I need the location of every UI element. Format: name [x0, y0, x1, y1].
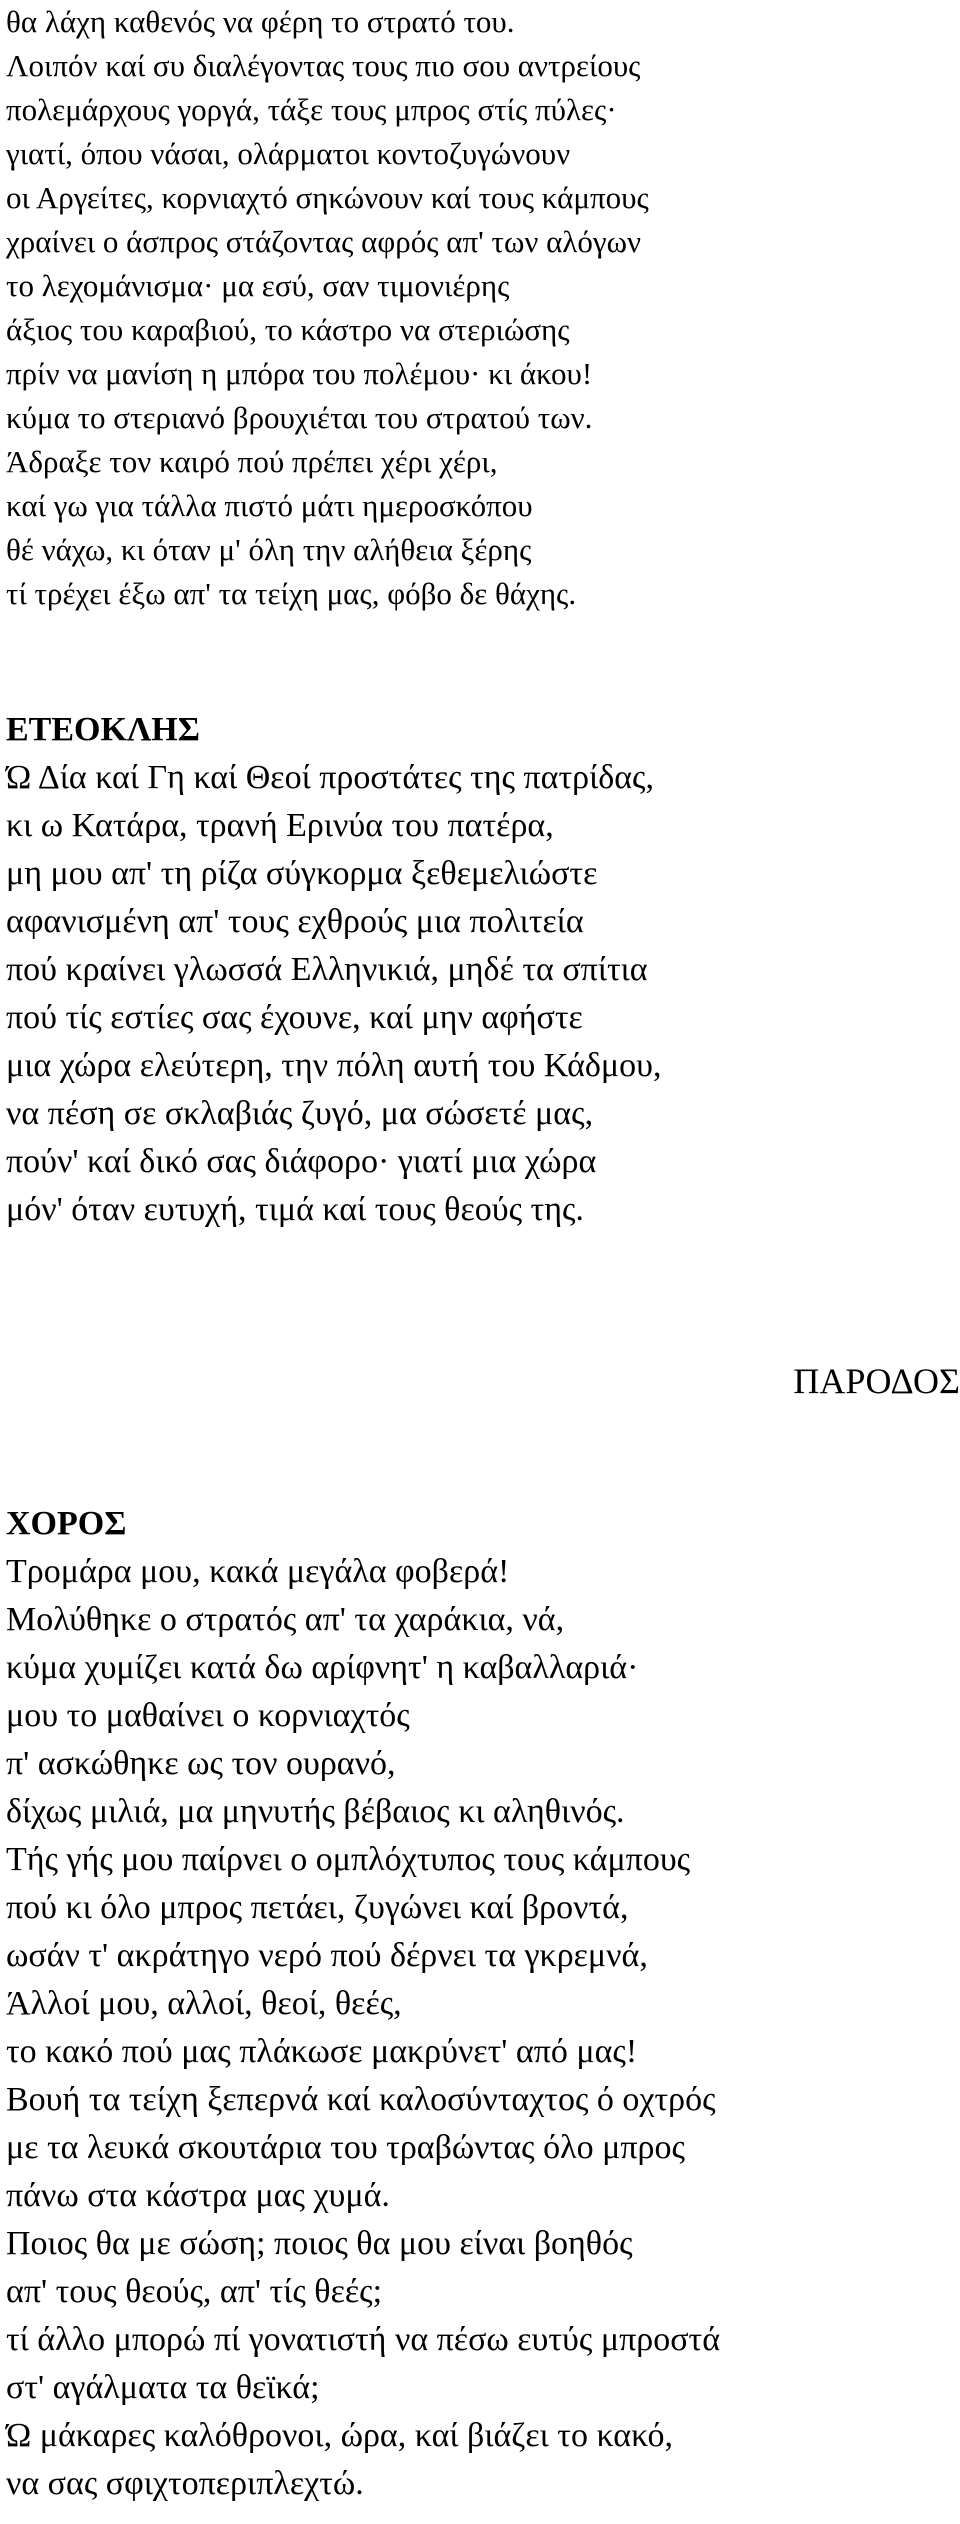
verse-line: κύμα χυμίζει κατά δω αρίφνητ' η καβαλλαριά·	[6, 1649, 639, 1686]
verse-line: Βουή τα τείχη ξεπερνά καί καλοσύνταχτος ό οχτρός	[6, 2081, 716, 2118]
verse-line: καί γω για τάλλα πιστό μάτι ημεροσκόπου	[6, 488, 533, 523]
verse-line: να σας σφιχτοπεριπλεχτώ.	[6, 2465, 364, 2502]
verse-line: τί άλλο μπορώ πί γονατιστή να πέσω ευτύς μπροστά	[6, 2321, 721, 2358]
verse-line: χραίνει ο άσπρος στάζοντας αφρός απ' των αλόγων	[6, 224, 642, 259]
verse-line: στ' αγάλματα τα θεϊκά;	[6, 2369, 320, 2406]
verse-line: Ώ μάκαρες καλόθρονοι, ώρα, καί βιάζει το κακό,	[6, 2417, 673, 2454]
verse-line: Λοιπόν καί συ διαλέγοντας τους πιο σου αντρείους	[6, 48, 641, 83]
verse-line: πάνω στα κάστρα μας χυμά.	[6, 2177, 390, 2214]
verse-line: γιατί, όπου νάσαι, ολάρματοι κοντοζυγώνουν	[6, 136, 571, 171]
verse-line: πού κι όλο μπρος πετάει, ζυγώνει καί βροντά,	[6, 1889, 629, 1926]
verse-line: το λεχομάνισμα· μα εσύ, σαν τιμονιέρης	[6, 268, 510, 303]
verse-line: π' ασκώθηκε ως τον ουρανό,	[6, 1745, 396, 1782]
verse-line: κύμα το στεριανό βρουχιέται του στρατού των.	[6, 400, 593, 435]
verse-line: Μολύθηκε ο στρατός απ' τα χαράκια, νά,	[6, 1601, 565, 1638]
verse-line: κι ω Κατάρα, τρανή Ερινύα του πατέρα,	[6, 807, 554, 844]
verse-line: δίχως μιλιά, μα μηνυτής βέβαιος κι αληθινός.	[6, 1793, 625, 1830]
verse-line: Τής γής μου παίρνει ο ομπλόχτυπος τους κάμπους	[6, 1841, 691, 1878]
verse-line: Τρομάρα μου, κακά μεγάλα φοβερά!	[6, 1553, 510, 1590]
verse-line: το κακό πού μας πλάκωσε μακρύνετ' από μας!	[6, 2033, 638, 2070]
verse-line: μια χώρα ελεύτερη, την πόλη αυτή του Κάδμου,	[6, 1047, 662, 1084]
verse-line: να πέση σε σκλαβιάς ζυγό, μα σώσετέ μας,	[6, 1095, 594, 1132]
eteocles-speech	[6, 706, 661, 1234]
messenger-speech	[6, 0, 649, 616]
verse-line: μου το μαθαίνει ο κορνιαχτός	[6, 1697, 410, 1734]
verse-line: θα λάχη καθενός να φέρη το στρατό του.	[6, 4, 515, 39]
verse-line: οι Αργείτες, κορνιαχτό σηκώνουν καί τους κάμπους	[6, 180, 649, 215]
verse-line: αφανισμένη απ' τους εχθρούς μια πολιτεία	[6, 903, 584, 940]
verse-line: θέ νάχω, κι όταν μ' όλη την αλήθεια ξέρης	[6, 532, 532, 567]
speaker-name: ΕΤΕΟΚΛΗΣ	[6, 711, 200, 748]
verse-line: πολεμάρχους γοργά, τάξε τους μπρος στίς πύλες·	[6, 92, 617, 127]
verse-line: ωσάν τ' ακράτηγο νερό πού δέρνει τα γκρεμνά,	[6, 1937, 648, 1974]
section-heading: ΠΑΡΟΔΟΣ	[793, 1361, 960, 1401]
verse-line: Άδραξε τον καιρό πού πρέπει χέρι χέρι,	[6, 444, 498, 479]
chorus-speech	[6, 1500, 720, 2508]
verse-line: μόν' όταν ευτυχή, τιμά καί τους θεούς της.	[6, 1191, 584, 1228]
verse-line: τί τρέχει έξω απ' τα τείχη μας, φόβο δε θάχης.	[6, 576, 577, 611]
verse-line: Ποιος θα με σώση; ποιος θα μου είναι βοηθός	[6, 2225, 633, 2262]
speaker-name: ΧΟΡΟΣ	[6, 1505, 127, 1542]
verse-line: απ' τους θεούς, απ' τίς θεές;	[6, 2273, 383, 2310]
verse-line: πούν' καί δικό σας διάφορο· γιατί μια χώρα	[6, 1143, 597, 1180]
verse-line: με τα λευκά σκουτάρια του τραβώντας όλο μπρος	[6, 2129, 685, 2166]
verse-line: μη μου απ' τη ρίζα σύγκορμα ξεθεμελιώστε	[6, 855, 598, 892]
verse-line: πού κραίνει γλωσσά Ελληνικιά, μηδέ τα σπίτια	[6, 951, 648, 988]
verse-line: πρίν να μανίση η μπόρα του πολέμου· κι άκου!	[6, 356, 593, 391]
verse-line: πού τίς εστίες σας έχουνε, καί μην αφήστε	[6, 999, 583, 1036]
verse-line: Άλλοί μου, αλλοί, θεοί, θεές,	[6, 1985, 402, 2022]
verse-line: Ώ Δία καί Γη καί Θεοί προστάτες της πατρίδας,	[6, 759, 655, 796]
verse-line: άξιος του καραβιού, το κάστρο να στεριώσης	[6, 312, 570, 347]
